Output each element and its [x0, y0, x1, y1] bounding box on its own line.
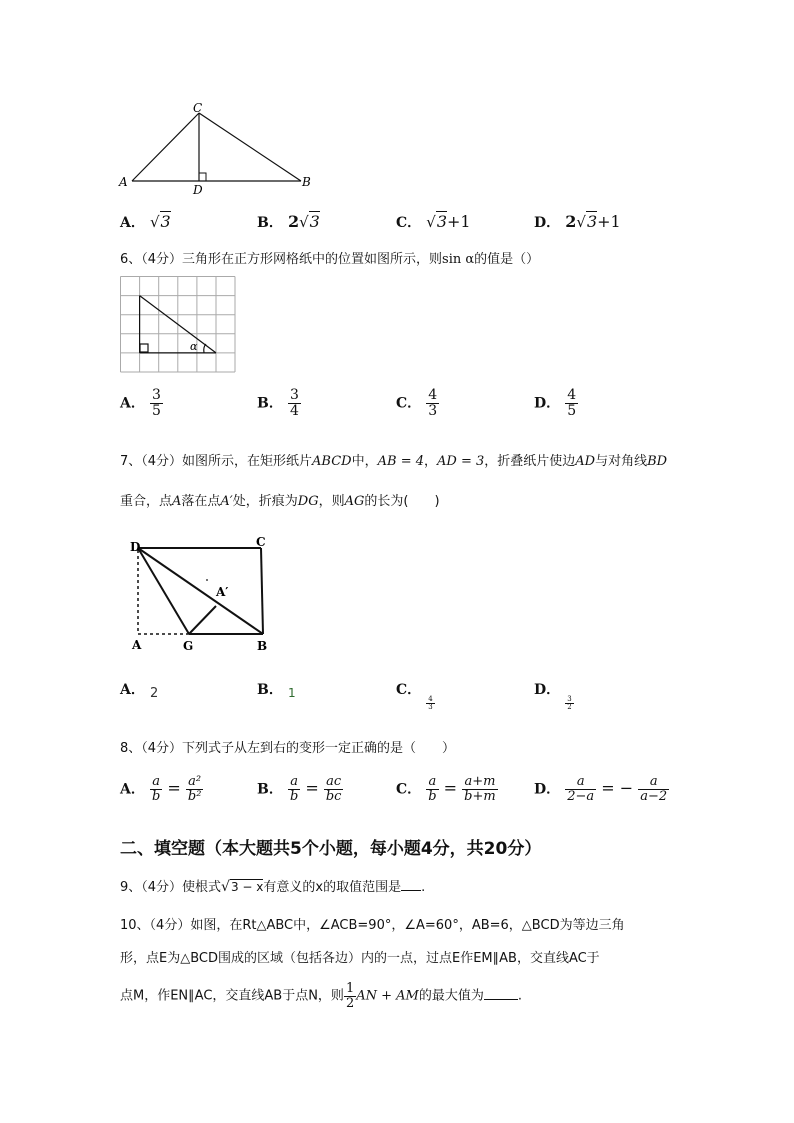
q8-option-a[interactable]: A． $\frac{a}{b}$ = $\frac{\text{a²}}{\text{b²}}$	[120, 774, 202, 804]
fig7-label-g: G	[183, 639, 194, 653]
q7-option-a[interactable]: A． 2	[120, 682, 159, 701]
q8-option-d[interactable]: D． $\frac{a}{2-a}$ = − $\frac{a}{a-2}$	[534, 774, 668, 804]
triangle-figure-q5	[115, 98, 325, 196]
q10-line1: 10、（4分）如图，在Rt△ABC中，∠ACB=90°，∠A=60°，AB=6，△BCD为等边三角	[120, 918, 625, 933]
rectangle-figure-q7	[125, 534, 280, 656]
q5-option-c[interactable]: C． √3+1	[396, 212, 471, 231]
q7-option-c[interactable]: C． $\frac{4}{3}$	[396, 682, 433, 711]
fig7-label-a: A	[132, 638, 142, 652]
q5-option-a[interactable]: A． √3	[120, 212, 171, 231]
q7-option-d[interactable]: D． $\frac{3}{2}$	[534, 682, 572, 711]
q6-option-c[interactable]: C． $\frac{4}{3}$	[396, 387, 438, 419]
q5-option-d[interactable]: D． 2√3+1	[534, 212, 621, 231]
label-c: C	[193, 101, 203, 115]
label-d: D	[193, 183, 203, 196]
fig7-label-c: C	[256, 535, 266, 549]
q9-answer-blank[interactable]	[401, 890, 421, 891]
label-a: A	[119, 175, 128, 189]
q10-line2: 形，点E为△BCD围成的区域（包括各边）内的一点，过点E作EM∥AB，交直线AC于	[120, 951, 600, 966]
q8-option-c[interactable]: C． $\frac{a}{b}$ = $\frac{a+m}{b+m}$	[396, 774, 496, 804]
section-title: 二、填空题（本大题共5个小题，每小题4分，共20分）	[120, 839, 542, 859]
q6-option-a[interactable]: A． $\frac{3}{5}$	[120, 387, 161, 419]
q8-option-b[interactable]: B． $\frac{a}{b}$ = $\frac{ac}{bc}$	[257, 774, 342, 804]
q8-text: 8、（4分）下列式子从左到右的变形一定正确的是（ ）	[120, 741, 456, 756]
q10-line3: 点M，作EN∥AC，交直线AB于点N，则 $\frac{1}{2}$ AN + AM的最大值为 .	[120, 981, 522, 1011]
alpha-label: α	[190, 340, 198, 353]
label-b: B	[302, 175, 311, 189]
q7-line1: 7、（4分）如图所示，在矩形纸片ABCD中，AB = 4，AD = 3，折叠纸片使边AD与对角线BD	[120, 454, 668, 469]
q7-line2: 重合，点A落在点A′处，折痕为DG，则AG的长为( )	[120, 494, 440, 509]
q6-option-b[interactable]: B． $\frac{3}{4}$	[257, 387, 299, 419]
q6-option-d[interactable]: D． $\frac{4}{5}$	[534, 387, 577, 419]
q5-option-b[interactable]: B． 2√3	[257, 212, 320, 231]
fig7-label-a-prime: A′	[216, 585, 229, 599]
q10-answer-blank[interactable]	[484, 999, 518, 1000]
grid-figure-q6	[120, 276, 238, 373]
q6-text: 6、（4分）三角形在正方形网格纸中的位置如图所示，则sin α的值是（）	[120, 252, 540, 267]
q9-text: 9、（4分）使根式√3 − x有意义的x的取值范围是 .	[120, 879, 426, 895]
fig7-label-b: B	[257, 639, 268, 653]
fig7-label-d: D	[130, 540, 141, 554]
q7-option-b[interactable]: B． 1	[257, 682, 296, 700]
